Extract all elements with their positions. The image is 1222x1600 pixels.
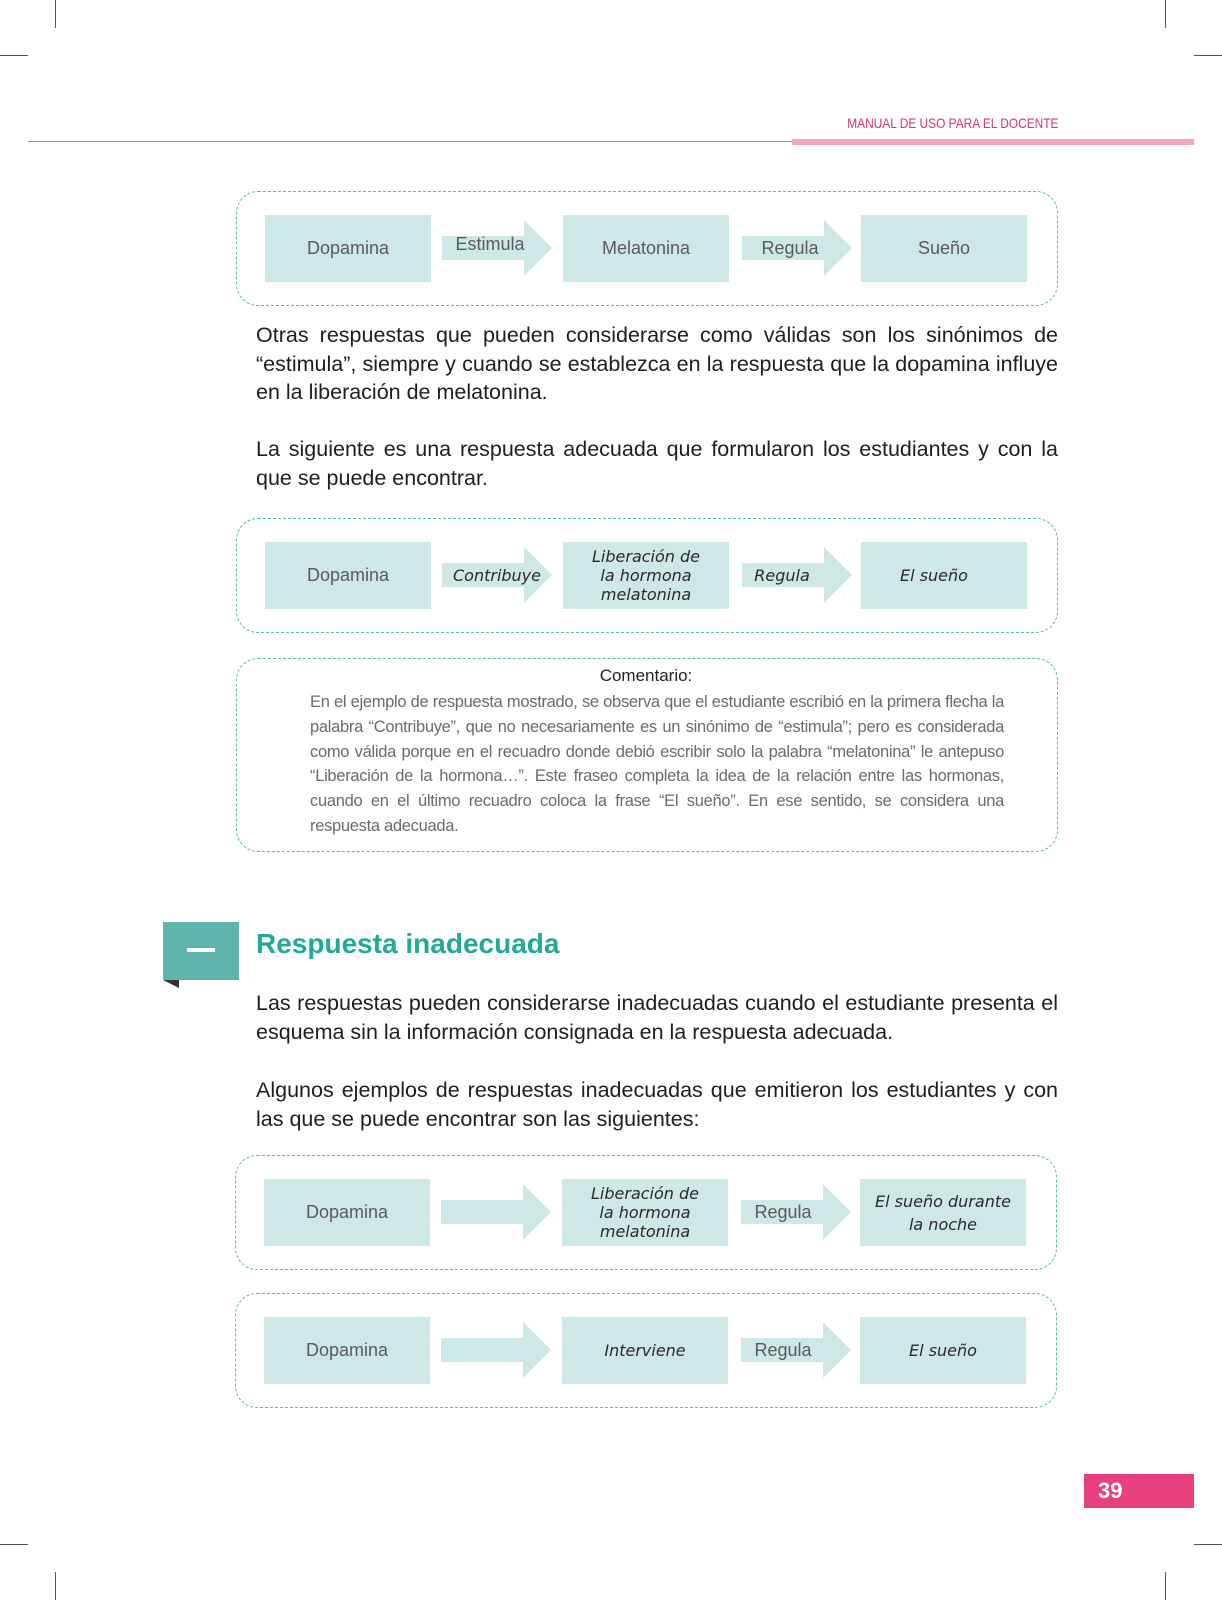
- diagram-1-arrow-2-label: Regula: [761, 237, 819, 258]
- diagram-1-node-melatonina: Melatonina: [563, 215, 729, 282]
- minus-icon: [187, 948, 215, 952]
- diagram-3-arrow-1: [441, 1184, 551, 1240]
- diagram-2-arrow-2: [742, 547, 852, 603]
- diagram-4-node-el-sueno: El sueño: [860, 1317, 1026, 1384]
- comment-title: Comentario:: [599, 666, 693, 685]
- crop-mark: [1194, 55, 1222, 56]
- crop-mark: [55, 0, 56, 28]
- diagram-3-node-liberacion: Liberación de la hormona melatonina: [562, 1179, 728, 1246]
- diagram-2-arrow-2-label: Regula: [754, 565, 810, 585]
- diagram-3-node-el-sueno-noche: El sueño durante la noche: [860, 1179, 1026, 1246]
- diagram-3: [235, 1155, 1057, 1270]
- diagram-2-node-dopamina: Dopamina: [265, 542, 431, 609]
- paragraph-3: Las respuestas pueden considerarse inadecuadas cuando el estudiante presenta el esquema sin la información consignada en la respuesta adecuada.: [256, 991, 1058, 1044]
- section-tab: [163, 922, 239, 980]
- diagram-2: [236, 518, 1058, 633]
- comment-text: En el ejemplo de respuesta mostrado, se observa que el estudiante escribió en la primera flecha la palabra “Contribuye”, que no necesariamente es un sinónimo de “estimula”; pero es considerada como válida porque en el recuadro donde debió escribir solo la palabra “melatonina” le antepuso “Liberación de la hormona…”. Este fraseo completa la idea de la relación entre las hormonas, cuando en el último recuadro coloca la frase “El sueño”. En ese sentido, se considera una respuesta adecuada.: [310, 693, 1004, 835]
- crop-mark: [55, 1572, 56, 1600]
- crop-mark: [1194, 1544, 1222, 1545]
- diagram-2-arrow-1-label: Contribuye: [452, 565, 541, 585]
- diagram-1-node-dopamina: Dopamina: [265, 215, 431, 282]
- paragraph-4: Algunos ejemplos de respuestas inadecuadas que emitieron los estudiantes y con las que se puede encontrar son las siguientes:: [256, 1078, 1058, 1131]
- section-tab-fold: [163, 980, 179, 988]
- diagram-4-arrow-2: [741, 1322, 851, 1378]
- crop-mark: [1165, 0, 1166, 28]
- paragraph-2: La siguiente es una respuesta adecuada que formularon los estudiantes y con la que se puede encontrar.: [256, 437, 1058, 490]
- diagram-3-node-dopamina: Dopamina: [264, 1179, 430, 1246]
- diagram-3-arrow-1-label: [441, 1184, 551, 1240]
- paragraph-1: Otras respuestas que pueden considerarse como válidas son los sinónimos de “estimula”, siempre y cuando se establezca en la respuesta que la dopamina influye en la liberación de melatonina.: [256, 323, 1058, 404]
- running-header: MANUAL DE USO PARA EL DOCENTE: [846, 115, 1058, 131]
- diagram-4-node-dopamina: Dopamina: [264, 1317, 430, 1384]
- crop-mark: [0, 55, 28, 56]
- diagram-1-arrow-2: [742, 220, 852, 276]
- section-title: Respuesta inadecuada: [256, 928, 560, 959]
- diagram-3-arrow-2-label: Regula: [754, 1201, 812, 1222]
- diagram-1: [236, 191, 1058, 306]
- diagram-3-arrow-2: [741, 1184, 851, 1240]
- diagram-4-arrow-2-label: Regula: [754, 1339, 812, 1360]
- diagram-2-node-el-sueno: El sueño: [861, 542, 1027, 609]
- header-accent-bar: [792, 139, 1194, 145]
- page-number: 39: [1084, 1474, 1194, 1508]
- diagram-4: [235, 1293, 1057, 1408]
- diagram-1-node-sueno: Sueño: [861, 215, 1027, 282]
- diagram-4-arrow-1: [441, 1322, 551, 1378]
- diagram-1-arrow-1-label: Estimula: [455, 233, 525, 254]
- diagram-2-arrow-1: [442, 547, 552, 603]
- crop-mark: [0, 1544, 28, 1545]
- crop-mark: [1165, 1572, 1166, 1600]
- diagram-4-arrow-1-label: [441, 1322, 551, 1378]
- diagram-4-node-interviene: Interviene: [562, 1317, 728, 1384]
- diagram-2-node-liberacion: Liberación de la hormona melatonina: [563, 542, 729, 609]
- diagram-1-arrow-1: [442, 220, 552, 276]
